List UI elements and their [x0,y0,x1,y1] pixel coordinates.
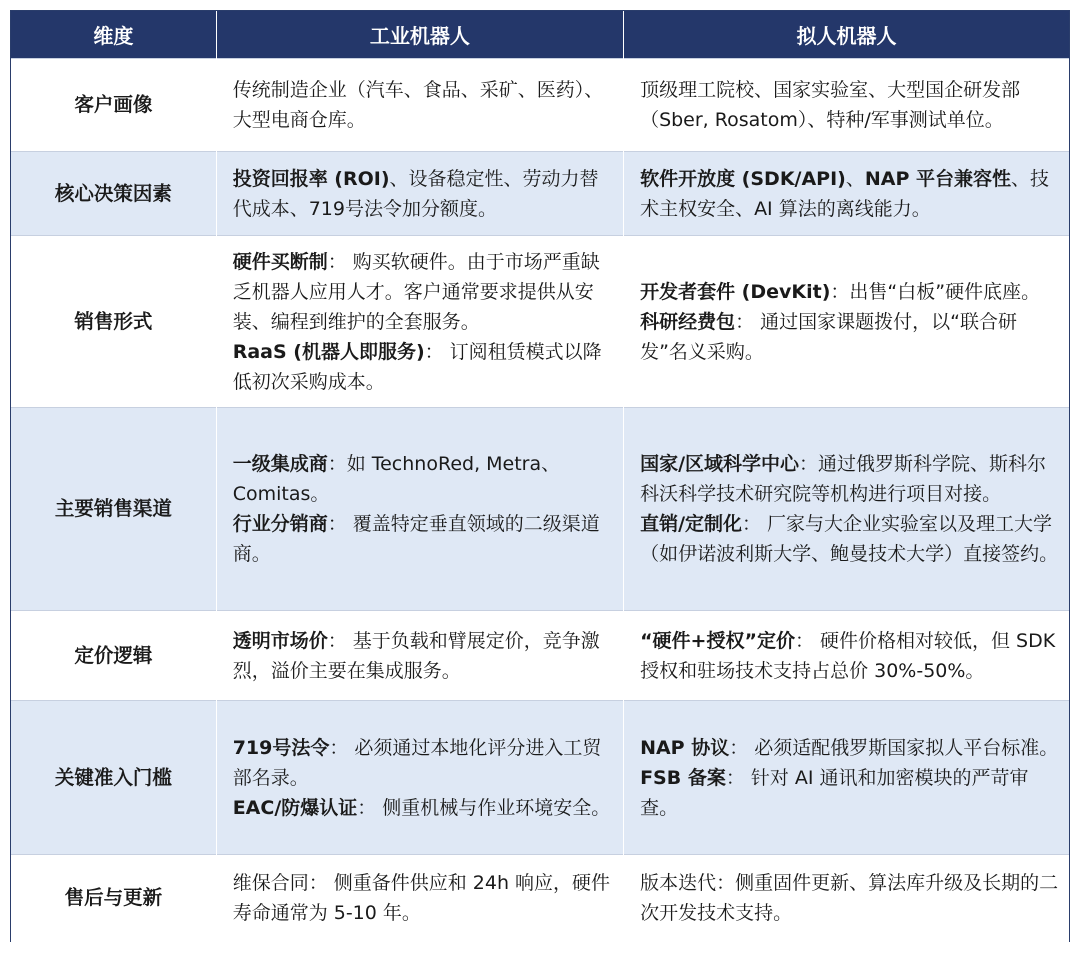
cell-paragraph [640,277,1059,307]
paragraph-text: 、设备稳定性、劳动力替代成本、719号法令加分额度。 [232,167,599,220]
comparison-table-frame [10,10,1070,942]
industrial-cell [216,701,623,855]
paragraph-text: ： 必须通过本地化评分进入工贸部名录。 [232,736,602,789]
cell-paragraph [233,164,613,224]
cell-paragraph [640,164,1059,224]
paragraph-text: ：出售“白板”硬件底座。 [830,280,1041,303]
table-row-after-sales [11,855,1069,942]
humanoid-cell [624,408,1069,611]
header-dimension: 维度 [11,11,216,59]
table-row-sales-form [11,236,1069,408]
bold-term: 硬件买断制 [232,250,328,273]
row-label: 客户画像 [11,59,216,152]
paragraph-text: 、技术主权安全、AI 算法的离线能力。 [640,167,1050,220]
cell-paragraph [640,733,1059,763]
table-row-pricing-logic [11,611,1069,701]
bold-term: FSB 备案 [640,766,726,789]
cell-paragraph [233,509,613,569]
paragraph-text: ： 订阅租赁模式以降低初次采购成本。 [232,340,602,393]
header-industrial-robot: 工业机器人 [216,11,623,59]
bold-term: 投资回报率 (ROI) [232,167,390,190]
paragraph-text: ： 侧重机械与作业环境安全。 [357,796,611,819]
bold-term: 行业分销商 [232,513,328,535]
paragraph-text: 版本迭代：侧重固件更新、算法库升级及长期的二次开发技术支持。 [640,872,1059,925]
humanoid-cell [624,152,1069,236]
cell-paragraph [640,868,1059,928]
cell-paragraph [233,868,613,928]
row-label: 主要销售渠道 [11,408,216,611]
cell-paragraph [640,763,1059,823]
paragraph-text: 顶级理工院校、国家实验室、大型国企研发部（Sber, Rosatom）、特种/军事测试单位。 [640,79,1021,131]
humanoid-cell [624,59,1069,152]
bold-term: 透明市场价 [232,629,328,652]
table-row-decision-factors [11,152,1069,236]
row-label: 关键准入门槛 [11,701,216,855]
cell-paragraph [233,337,613,397]
paragraph-text: ： 厂家与大企业实验室以及理工大学（如伊诺波利斯大学、鲍曼技术大学）直接签约。 [640,513,1059,565]
row-label: 销售形式 [11,236,216,408]
bold-term: 软件开放度 (SDK/API) [640,167,846,190]
industrial-cell [216,855,623,942]
humanoid-cell [624,701,1069,855]
paragraph-text: ： 针对 AI 通讯和加密模块的严苛审查。 [640,766,1029,819]
table-header-row [11,11,1069,59]
bold-term: RaaS (机器人即服务) [232,340,425,363]
bold-term: 国家/区域科学中心 [640,453,800,475]
paragraph-text: ： 通过国家课题拨付，以“联合研发”名义采购。 [640,310,1017,363]
cell-paragraph [640,75,1059,135]
paragraph-text: ： 购买软硬件。由于市场严重缺乏机器人应用人才。客户通常要求提供从安装、编程到维护的全套服务。 [232,250,600,333]
bold-term: EAC/防爆认证 [232,796,358,819]
bold-term: 直销/定制化 [640,513,743,535]
cell-paragraph [233,793,613,823]
table-row-customer-profile [11,59,1069,152]
paragraph-text: ：如 TechnoRed, Metra、Comitas。 [232,453,561,505]
table-row-sales-channels [11,408,1069,611]
paragraph-text: ： 硬件价格相对较低，但 SDK 授权和驻场技术支持占总价 30%-50%。 [640,629,1056,682]
bold-term: 科研经费包 [640,310,736,333]
cell-paragraph [233,75,613,135]
industrial-cell [216,236,623,408]
cell-paragraph [233,733,613,793]
paragraph-text: ： 基于负载和臂展定价，竞争激烈，溢价主要在集成服务。 [232,629,600,682]
cell-paragraph [640,509,1059,569]
bold-term: NAP 协议 [640,736,730,759]
cell-paragraph [640,307,1059,367]
industrial-cell [216,59,623,152]
cell-paragraph [233,626,613,686]
table-row-entry-barriers [11,701,1069,855]
humanoid-cell [624,855,1069,942]
paragraph-text: 、 [845,167,865,190]
humanoid-cell [624,611,1069,701]
row-label: 售后与更新 [11,855,216,942]
row-label: 核心决策因素 [11,152,216,236]
paragraph-text: 传统制造企业（汽车、食品、采矿、医药）、大型电商仓库。 [232,79,604,131]
bold-term: NAP 平台兼容性 [864,167,1012,190]
industrial-cell [216,611,623,701]
comparison-table [11,11,1069,942]
bold-term: 一级集成商 [232,453,328,475]
bold-term: “硬件+授权”定价 [640,629,795,652]
paragraph-text: ：通过俄罗斯科学院、斯科尔科沃科学技术研究院等机构进行项目对接。 [640,453,1047,505]
humanoid-cell [624,236,1069,408]
paragraph-text: ： 必须适配俄罗斯国家拟人平台标准。 [729,736,1059,759]
paragraph-text: ： 覆盖特定垂直领域的二级渠道商。 [232,513,600,565]
cell-paragraph [233,247,613,337]
industrial-cell [216,152,623,236]
industrial-cell [216,408,623,611]
cell-paragraph [640,626,1059,686]
paragraph-text: 维保合同： 侧重备件供应和 24h 响应，硬件寿命通常为 5-10 年。 [232,872,611,925]
row-label: 定价逻辑 [11,611,216,701]
header-humanoid-robot: 拟人机器人 [624,11,1069,59]
cell-paragraph [640,449,1059,509]
cell-paragraph [233,449,613,509]
bold-term: 719号法令 [232,736,330,759]
bold-term: 开发者套件 (DevKit) [640,280,831,303]
